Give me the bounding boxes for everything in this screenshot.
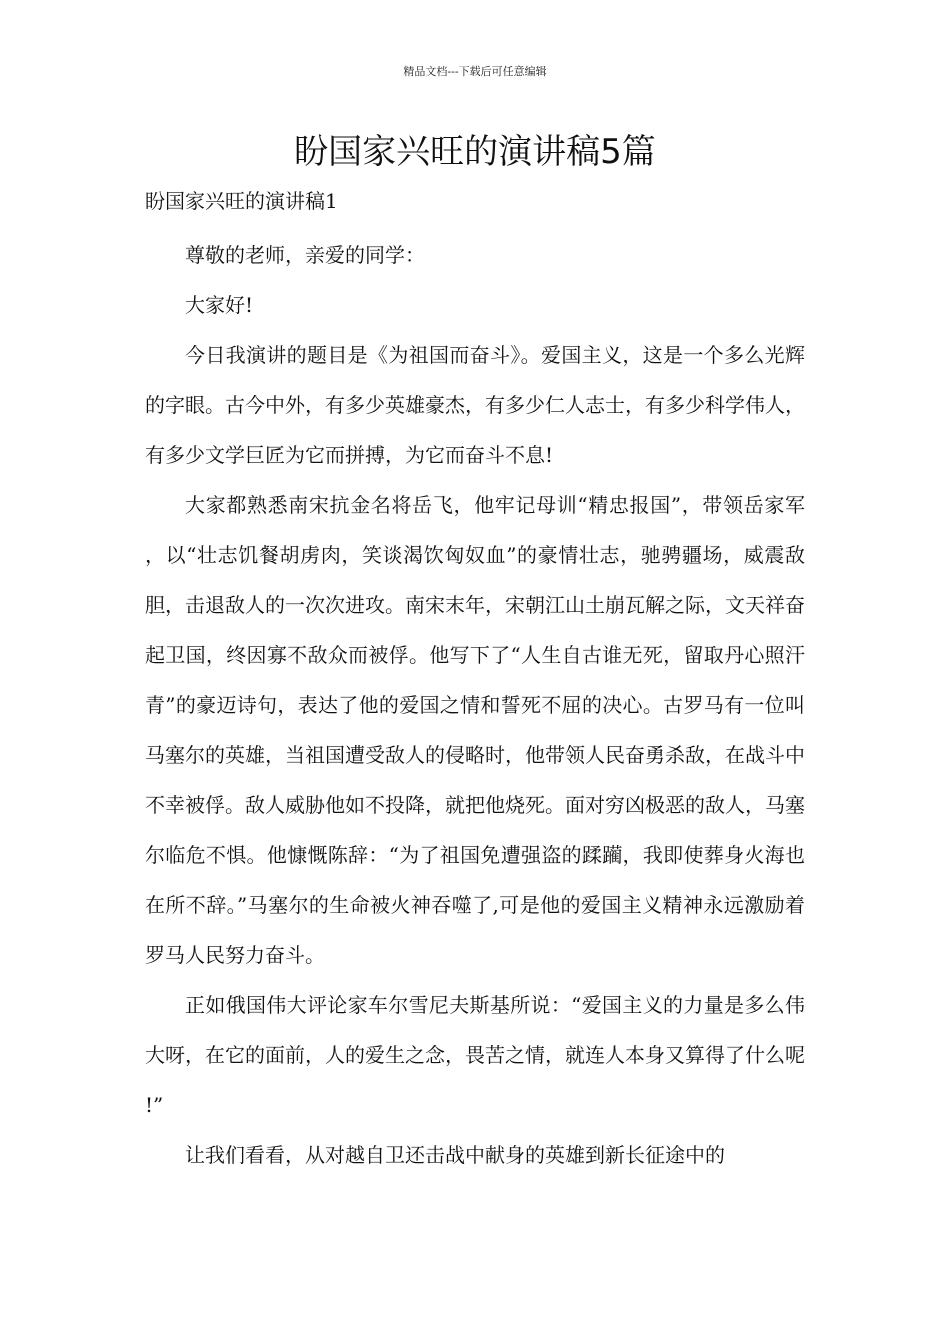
document-title: 盼国家兴旺的演讲稿5篇 bbox=[294, 132, 656, 172]
paragraph-salutation: 尊敬的老师，亲爱的同学： bbox=[185, 243, 425, 267]
paragraph-heroes: 大家都熟悉南宋抗金名将岳飞，他牢记母训“精忠报国”，带领岳家军，以“壮志饥餐胡虏肉，笑谈渴饮匈奴血”的豪情壮志，驰骋疆场，威震敌胆，击退敌人的一次次进攻。南宋末年，宋朝江山土崩瓦解之际，文天祥奋起卫国，终因寡不敌众而被俘。他写下了“人生自古谁无死，留取丹心照汗青”的豪迈诗句，表达了他的爱国之情和誓死不屈的决心。古罗马有一位叫马塞尔的英雄，当祖国遭受敌人的侵略时，他带领人民奋勇杀敌，在战斗中不幸被俘。敌人威胁他如不投降，就把他烧死。面对穷凶极恶的敌人，马塞尔临危不惧。他慷慨陈辞：“为了祖国免遭强盗的蹂躏，我即使葬身火海也在所不辞。”马塞尔的生命被火神吞噬了,可是他的爱国主义精神永远激励着罗马人民努力奋斗。 bbox=[145, 493, 805, 967]
paragraph-quote: 正如俄国伟大评论家车尔雪尼夫斯基所说：“爱国主义的力量是多么伟大呀，在它的面前，人的爱生之念，畏苦之情，就连人本身又算得了什么呢!” bbox=[145, 993, 805, 1117]
paragraph-intro: 今日我演讲的题目是《为祖国而奋斗》。爱国主义，这是一个多么光辉的字眼。古今中外，有多少英雄豪杰，有多少仁人志士，有多少科学伟人，有多少文学巨匠为它而拼搏，为它而奋斗不息! bbox=[145, 343, 805, 467]
page-header-note: 精品文档---下载后可任意编辑 bbox=[403, 65, 547, 78]
section-heading: 盼国家兴旺的演讲稿1 bbox=[145, 189, 338, 213]
paragraph-greeting: 大家好! bbox=[185, 293, 254, 317]
document-body bbox=[145, 230, 805, 1180]
paragraph-continuation: 让我们看看，从对越自卫还击战中献身的英雄到新长征途中的 bbox=[185, 1143, 725, 1167]
